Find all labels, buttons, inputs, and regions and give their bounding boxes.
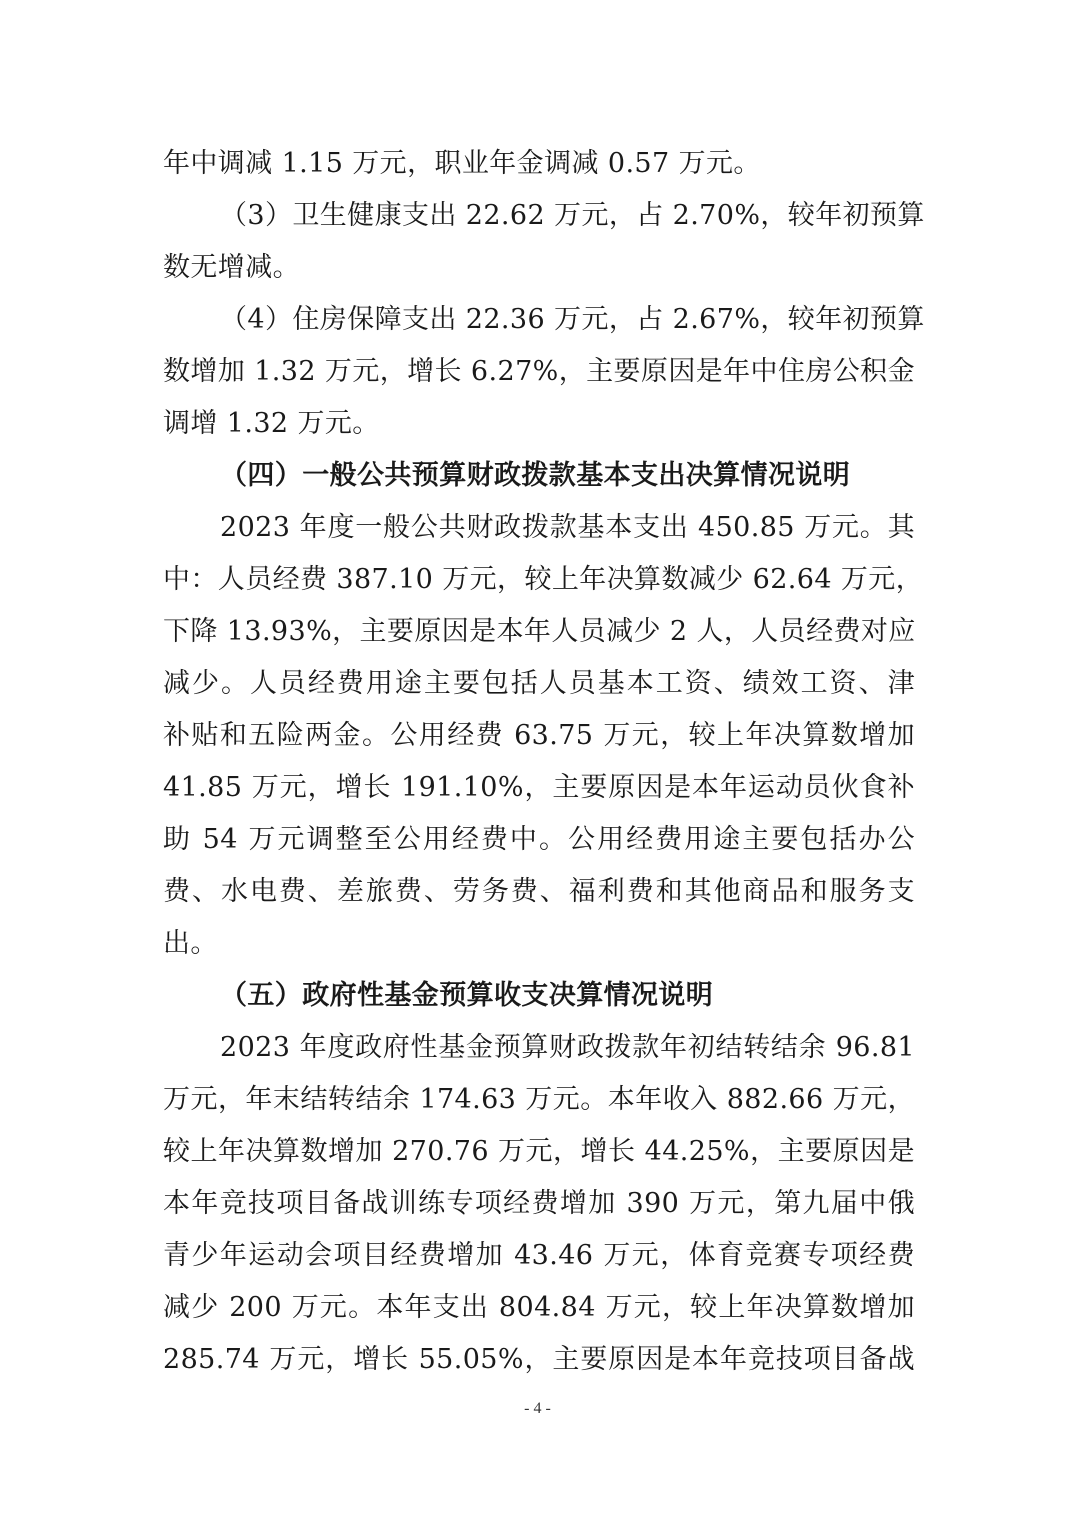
text-line: 出。 [163, 928, 218, 959]
text-line: 费、水电费、差旅费、劳务费、福利费和其他商品和服务支 [163, 876, 915, 907]
text-line: 2023 年度政府性基金预算财政拨款年初结转结余 96.81 [220, 1032, 915, 1063]
page-number: - 4 - [524, 1400, 551, 1417]
text-line: 助 54 万元调整至公用经费中。公用经费用途主要包括办公 [163, 824, 915, 855]
text-line: （3）卫生健康支出 22.62 万元，占 2.70%，较年初预算 [220, 200, 925, 231]
text-line: 较上年决算数增加 270.76 万元，增长 44.25%，主要原因是 [163, 1136, 915, 1167]
text-line: 数无增减。 [163, 252, 300, 283]
section-heading: （五）政府性基金预算收支决算情况说明 [220, 980, 714, 1011]
text-line: 减少 200 万元。本年支出 804.84 万元，较上年决算数增加 [163, 1292, 915, 1323]
text-line: 2023 年度一般公共财政拨款基本支出 450.85 万元。其 [220, 512, 915, 543]
text-line: 本年竞技项目备战训练专项经费增加 390 万元，第九届中俄 [163, 1188, 915, 1219]
text-line: 青少年运动会项目经费增加 43.46 万元，体育竞赛专项经费 [163, 1240, 915, 1271]
text-line: 下降 13.93%，主要原因是本年人员减少 2 人，人员经费对应 [163, 616, 916, 647]
text-line: 补贴和五险两金。公用经费 63.75 万元，较上年决算数增加 [163, 720, 915, 751]
text-line: 减少。人员经费用途主要包括人员基本工资、绩效工资、津 [163, 668, 915, 699]
text-line: 285.74 万元，增长 55.05%，主要原因是本年竞技项目备战 [163, 1344, 915, 1375]
text-line: 万元，年末结转结余 174.63 万元。本年收入 882.66 万元， [163, 1084, 915, 1115]
text-line: 年中调减 1.15 万元，职业年金调减 0.57 万元。 [163, 148, 761, 179]
text-line: 中：人员经费 387.10 万元，较上年决算数减少 62.64 万元， [163, 564, 924, 595]
text-line: 调增 1.32 万元。 [163, 408, 380, 439]
text-line: 数增加 1.32 万元，增长 6.27%，主要原因是年中住房公积金 [163, 356, 915, 387]
text-line: 41.85 万元，增长 191.10%，主要原因是本年运动员伙食补 [163, 772, 915, 803]
text-line: （4）住房保障支出 22.36 万元，占 2.67%，较年初预算 [220, 304, 925, 335]
section-heading: （四）一般公共预算财政拨款基本支出决算情况说明 [220, 460, 851, 491]
